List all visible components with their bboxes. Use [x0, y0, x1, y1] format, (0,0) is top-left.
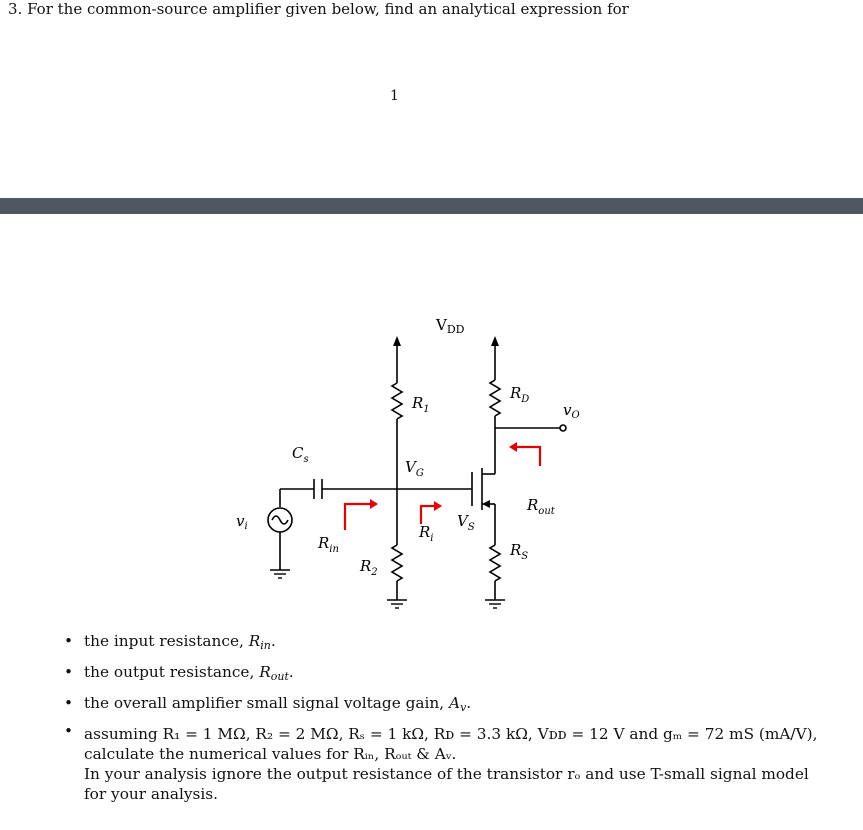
svg-text:Rin: $R_{in}$	[318, 534, 339, 555]
question-bullets	[64, 628, 817, 804]
svg-text:R1: $R_1$	[412, 394, 430, 415]
rout-arrow	[515, 447, 540, 466]
vo-label: v	[563, 401, 572, 419]
rin-label: R	[318, 534, 330, 552]
svg-text:vi: $v_i$	[236, 512, 248, 532]
svg-text:R2: $R_2$	[360, 557, 378, 578]
vi-label: v	[236, 512, 245, 530]
vdd-arrow-left	[393, 336, 401, 346]
svg-text:Ri: $R_i$	[419, 523, 434, 544]
rin-arrow	[345, 504, 372, 530]
svg-text:VDD: $V_{DD}$	[436, 316, 465, 336]
cs-label: C	[292, 444, 304, 462]
bullet-input-resistance: • the input resistance, $R_{in}$.	[64, 628, 817, 659]
vo-terminal	[560, 425, 566, 431]
rs-label: R	[510, 541, 522, 559]
page-number: 1	[390, 88, 399, 104]
ri-label: R	[419, 523, 431, 541]
svg-text:VG: $V_G$	[405, 458, 424, 479]
mosfet-source-arrow	[482, 500, 490, 508]
rs-resistor	[490, 545, 500, 581]
svg-text:vO: $v_O$	[563, 401, 580, 421]
r2-resistor	[392, 545, 402, 581]
svg-text:VS: $V_S$	[457, 512, 475, 533]
bullet-voltage-gain: • the overall amplifier small signal voltage gain, $A_v$.	[64, 690, 817, 721]
bullet-numerical-values: • assuming R₁ = 1 MΩ, R₂ = 2 MΩ, Rₛ = 1 kΩ, Rᴅ = 3.3 kΩ, Vᴅᴅ = 12 V and gₘ = 72 mS (mA/V), calculate the numerical values for Rᵢₙ, Rₒᵤₜ & Aᵥ. In your analysis ignore the output resistance of the transistor rₒ and use T-small signal model for your analysis.	[64, 721, 817, 804]
svg-text:Rout: $R_{out}$	[527, 496, 555, 517]
ri-arrow	[421, 506, 436, 524]
r2-label: R	[360, 557, 372, 575]
rout-label: R	[527, 496, 539, 514]
r1-resistor	[392, 383, 402, 419]
circuit-diagram	[0, 214, 863, 624]
vg-label: V	[405, 458, 416, 476]
rd-label: R	[510, 384, 522, 402]
page-divider	[0, 198, 863, 214]
ground-symbols	[270, 570, 505, 608]
svg-text:Cs: $C_s$	[292, 444, 309, 465]
rd-resistor	[490, 380, 500, 416]
vs-label: V	[457, 512, 468, 530]
question-text: 3. For the common-source amplifier given below, find an analytical expression for	[8, 0, 629, 18]
r1-label: R	[412, 394, 424, 412]
svg-text:RS: $R_S$	[510, 541, 529, 562]
bullet-output-resistance: • the output resistance, $R_{out}$.	[64, 659, 817, 690]
vdd-label: V	[436, 316, 447, 334]
vdd-arrow-right	[491, 336, 499, 346]
svg-text:RD: $R_D$	[510, 384, 530, 405]
